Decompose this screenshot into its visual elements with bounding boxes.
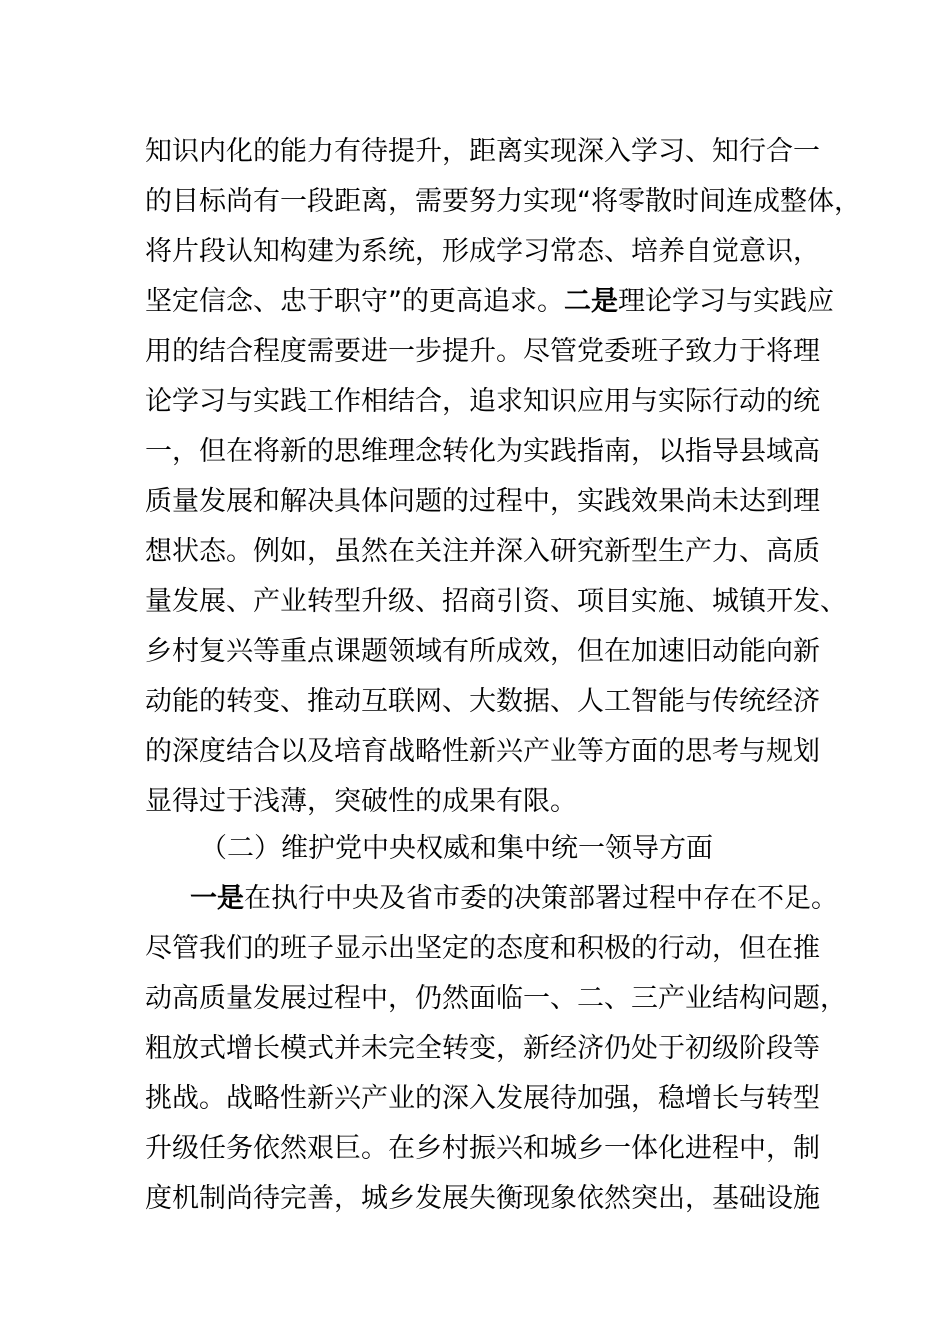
bold-lead: 二是 [564,286,618,317]
text-line: 动高质量发展过程中，仍然面临一、二、三产业结构问题， [145,983,847,1014]
text-line: 升级任务依然艰巨。在乡村振兴和城乡一体化进程中，制 [145,1133,820,1164]
text-line: 想状态。例如，虽然在关注并深入研究新型生产力、高质 [145,536,820,567]
text-line: 的深度结合以及培育战略性新兴产业等方面的思考与规划 [145,736,820,767]
text-line: 动能的转变、推动互联网、大数据、人工智能与传统经济 [145,686,820,717]
text-line: 一，但在将新的思维理念转化为实践指南，以指导县域高 [145,436,820,467]
text-line: 尽管我们的班子显示出坚定的态度和积极的行动，但在推 [145,933,820,964]
text-line: 质量发展和解决具体问题的过程中，实践效果尚未达到理 [145,486,820,517]
text-line: 度机制尚待完善，城乡发展失衡现象依然突出，基础设施 [145,1183,820,1214]
text-line: 用的结合程度需要进一步提升。尽管党委班子致力于将理 [145,336,820,367]
text-line: 显得过于浅薄，突破性的成果有限。 [145,786,577,817]
text-line: 论学习与实践工作相结合，追求知识应用与实际行动的统 [145,386,820,417]
text-line: 知识内化的能力有待提升，距离实现深入学习、知行合一 [145,136,820,167]
text-line: 的目标尚有一段距离，需要努力实现“将零散时间连成整体， [145,186,861,217]
text-line: 量发展、产业转型升级、招商引资、项目实施、城镇开发、 [145,586,847,617]
text-segment: 理论学习与实践应 [618,286,834,317]
text-line: 粗放式增长模式并未完全转变，新经济仍处于初级阶段等 [145,1033,820,1064]
text-line-with-bold-lead [145,277,834,327]
text-line: 将片段认知构建为系统，形成学习常态、培养自觉意识， [145,236,820,267]
section-heading: （二）维护党中央权威和集中统一领导方面 [200,833,713,864]
text-line-with-bold-lead [190,874,870,924]
text-segment: 在执行中央及省市委的决策部署过程中存在不足。 [244,883,838,914]
text-segment: 坚定信念、忠于职守”的更高追求。 [145,286,564,317]
text-line: 乡村复兴等重点课题领域有所成效，但在加速旧动能向新 [145,636,820,667]
text-line: 挑战。战略性新兴产业的深入发展待加强，稳增长与转型 [145,1083,820,1114]
bold-lead: 一是 [190,883,244,914]
